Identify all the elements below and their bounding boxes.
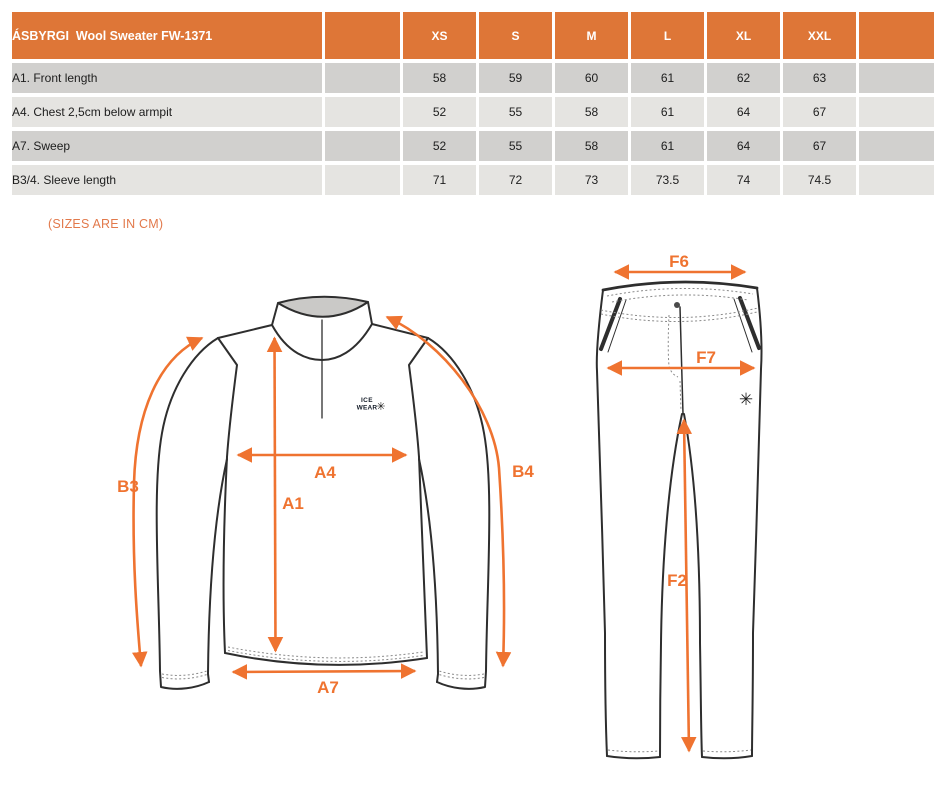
- size-column-header-s: S: [479, 12, 552, 59]
- sweater-sleeve-right-inner: [419, 459, 438, 682]
- value-cell: 58: [555, 97, 628, 127]
- icewear-logo-text-2: WEAR: [356, 404, 378, 412]
- value-cell: 62: [707, 63, 780, 93]
- pants-hem-left: [607, 756, 660, 758]
- table-row: [12, 97, 934, 127]
- pants-pocket-left: [601, 299, 620, 349]
- sweater-body-sides: [224, 457, 427, 658]
- icewear-logo-text-1: ICE: [360, 397, 374, 404]
- table-row: [12, 63, 934, 93]
- value-cell: 67: [783, 97, 856, 127]
- sizes-unit-note: (SIZES ARE IN CM): [48, 217, 164, 231]
- value-cell: 71: [403, 165, 476, 195]
- size-column-header-m: M: [555, 12, 628, 59]
- value-cell: 58: [555, 131, 628, 161]
- value-cell: 73.5: [631, 165, 704, 195]
- value-cell: 64: [707, 131, 780, 161]
- sweater-shoulder-seams: [218, 324, 428, 338]
- arrow-b3: [134, 338, 202, 666]
- sweater-cuff-left-stitching: [162, 671, 207, 679]
- label-b4: B4: [512, 462, 534, 481]
- spacer-cell: [859, 97, 934, 127]
- label-a4: A4: [314, 463, 336, 482]
- pants-outer-right: [752, 288, 762, 756]
- pants-drawing: [597, 252, 762, 758]
- table-header-row: [12, 12, 934, 59]
- arrow-a1: [275, 338, 276, 651]
- value-cell: 73: [555, 165, 628, 195]
- pants-hem-right: [702, 756, 752, 758]
- spacer-cell: [325, 63, 400, 93]
- spacer-cell: [325, 165, 400, 195]
- measurement-label: B3/4. Sleeve length: [12, 165, 322, 195]
- pants-fly-stitching: [668, 315, 681, 411]
- value-cell: 58: [403, 63, 476, 93]
- value-cell: 74.5: [783, 165, 856, 195]
- value-cell: 74: [707, 165, 780, 195]
- value-cell: 72: [479, 165, 552, 195]
- pants-pocket-right: [740, 298, 759, 348]
- sweater-raglan-left: [218, 338, 237, 457]
- size-column-header-xl: XL: [707, 12, 780, 59]
- arrow-a7: [233, 671, 415, 672]
- snowflake-icon: ✳: [738, 390, 754, 410]
- spacer-cell: [859, 131, 934, 161]
- value-cell: 61: [631, 63, 704, 93]
- table-row: [12, 131, 934, 161]
- value-cell: 55: [479, 97, 552, 127]
- spacer-cell: [859, 63, 934, 93]
- value-cell: 55: [479, 131, 552, 161]
- value-cell: 52: [403, 97, 476, 127]
- pants-outer-left: [597, 290, 607, 756]
- label-a7: A7: [317, 678, 339, 697]
- sweater-collar-opening: [278, 297, 368, 317]
- header-spacer-cell-end: [859, 12, 934, 59]
- label-f2: F2: [667, 571, 687, 590]
- size-chart-table: [9, 8, 937, 199]
- measurement-label: A7. Sweep: [12, 131, 322, 161]
- table-row: [12, 165, 934, 195]
- value-cell: 64: [707, 97, 780, 127]
- value-cell: 52: [403, 131, 476, 161]
- value-cell: 59: [479, 63, 552, 93]
- value-cell: 61: [631, 97, 704, 127]
- size-column-header-l: L: [631, 12, 704, 59]
- sweater-cuff-right-stitching: [439, 671, 484, 679]
- label-b3: B3: [117, 477, 139, 496]
- sweater-drawing: [117, 297, 534, 697]
- pants-waistband-inner-stitching: [607, 288, 753, 302]
- spacer-cell: [325, 131, 400, 161]
- spacer-cell: [325, 97, 400, 127]
- measurement-diagram: [0, 240, 946, 793]
- icewear-logo: [357, 397, 386, 413]
- product-title: ÁSBYRGI Wool Sweater FW-1371: [12, 12, 322, 59]
- label-f6: F6: [669, 252, 689, 271]
- pants-hem-stitching: [608, 750, 751, 752]
- measurement-label: A1. Front length: [12, 63, 322, 93]
- spacer-cell: [859, 165, 934, 195]
- sweater-raglan-right: [409, 338, 428, 457]
- value-cell: 63: [783, 63, 856, 93]
- label-f7: F7: [696, 348, 716, 367]
- value-cell: 61: [631, 131, 704, 161]
- snowflake-icon: ✳: [376, 400, 386, 413]
- value-cell: 67: [783, 131, 856, 161]
- label-a1: A1: [282, 494, 304, 513]
- header-spacer-cell: [325, 12, 400, 59]
- size-column-header-xs: XS: [403, 12, 476, 59]
- measurement-label: A4. Chest 2,5cm below armpit: [12, 97, 322, 127]
- size-column-header-xxl: XXL: [783, 12, 856, 59]
- value-cell: 60: [555, 63, 628, 93]
- pants-center-seam: [680, 307, 683, 414]
- pants-button: [674, 302, 680, 308]
